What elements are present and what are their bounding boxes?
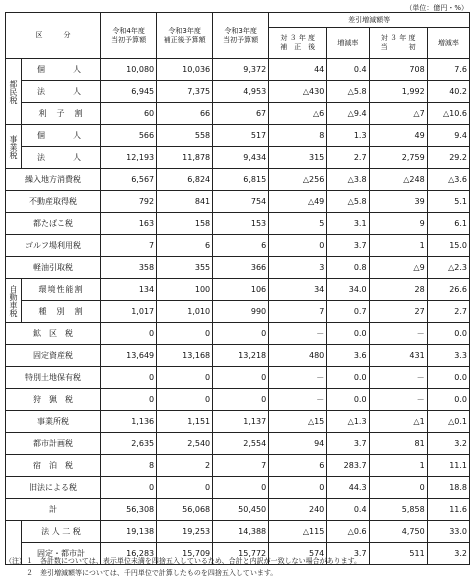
row-label: 都市計画税 xyxy=(6,433,101,455)
cell-diff-initial: 1 xyxy=(369,455,427,477)
header-r3-initial xyxy=(213,13,269,59)
cell-r3-initial: 7 xyxy=(213,455,269,477)
cell-diff-revised: 574 xyxy=(269,543,327,565)
header-r3-revised xyxy=(157,13,213,59)
cell-rate-initial: 0.0 xyxy=(427,367,469,389)
header-r4-initial xyxy=(101,13,157,59)
cell-diff-initial: － xyxy=(369,323,427,345)
cell-r3-initial: 0 xyxy=(213,389,269,411)
cell-diff-revised: △6 xyxy=(269,103,327,125)
cell-r3-initial: 153 xyxy=(213,213,269,235)
cell-diff-initial: 49 xyxy=(369,125,427,147)
footnote-2: ２ 差引増減額等については、千円単位で計算したものを四捨五入しています。 xyxy=(5,569,278,577)
cell-diff-initial: △1 xyxy=(369,411,427,433)
table-row xyxy=(6,389,470,411)
cell-diff-revised: 480 xyxy=(269,345,327,367)
cell-r3-initial: 9,434 xyxy=(213,147,269,169)
table-row xyxy=(6,477,470,499)
cell-diff-initial: 81 xyxy=(369,433,427,455)
cell-diff-revised: △15 xyxy=(269,411,327,433)
cell-rate-revised: △0.6 xyxy=(327,521,369,543)
cell-rate-initial: △0.1 xyxy=(427,411,469,433)
cell-diff-revised: － xyxy=(269,323,327,345)
cell-r3-revised: 2,540 xyxy=(157,433,213,455)
cell-rate-revised: 3.7 xyxy=(327,235,369,257)
unit-label: （単位：億円・%） xyxy=(405,4,468,12)
cell-r4-initial: 0 xyxy=(101,477,157,499)
cell-r3-revised: 0 xyxy=(157,389,213,411)
cell-r3-initial: 517 xyxy=(213,125,269,147)
cell-rate-revised: 0.4 xyxy=(327,499,369,521)
cell-rate-revised: 0.4 xyxy=(327,59,369,81)
row-label: 繰入地方消費税 xyxy=(6,169,101,191)
cell-rate-revised: 3.7 xyxy=(327,433,369,455)
table-row xyxy=(6,125,470,147)
tax-revenue-table xyxy=(5,12,470,565)
cell-r4-initial: 60 xyxy=(101,103,157,125)
header-r3-revised-text: 令和3年度 補正後予算額 xyxy=(163,26,206,44)
table-row xyxy=(6,81,470,103)
cell-rate-revised: 0.0 xyxy=(327,367,369,389)
row-label: 軽油引取税 xyxy=(6,257,101,279)
cell-rate-initial: 18.8 xyxy=(427,477,469,499)
cell-r4-initial: 13,649 xyxy=(101,345,157,367)
cell-rate-initial: 11.6 xyxy=(427,499,469,521)
row-label: 固定・都市計 xyxy=(21,543,100,565)
cell-diff-revised: 44 xyxy=(269,59,327,81)
cell-rate-revised: 0.0 xyxy=(327,389,369,411)
cell-r3-initial: 9,372 xyxy=(213,59,269,81)
cell-r4-initial: 8 xyxy=(101,455,157,477)
group-label-jigyouzei: 事業税 xyxy=(6,125,22,169)
cell-r3-initial: 366 xyxy=(213,257,269,279)
table-row xyxy=(6,301,470,323)
footnote-1: （注）１ 各計数については、表示単位未満を四捨五入しているため、合計と内訳が一致しない場合があります。 xyxy=(5,557,362,565)
cell-r3-initial: 6 xyxy=(213,235,269,257)
row-label: 法 人 xyxy=(21,147,100,169)
cell-diff-initial: 5,858 xyxy=(369,499,427,521)
row-label: 法 人 xyxy=(21,81,100,103)
cell-diff-initial: 9 xyxy=(369,213,427,235)
cell-r4-initial: 16,283 xyxy=(101,543,157,565)
cell-r4-initial: 0 xyxy=(101,367,157,389)
cell-diff-initial: △248 xyxy=(369,169,427,191)
cell-r3-revised: 2 xyxy=(157,455,213,477)
table-row xyxy=(6,433,470,455)
cell-r4-initial: 0 xyxy=(101,389,157,411)
row-label: 不動産取得税 xyxy=(6,191,101,213)
cell-rate-initial: 2.7 xyxy=(427,301,469,323)
row-label: 旧法による税 xyxy=(6,477,101,499)
cell-diff-revised: 8 xyxy=(269,125,327,147)
cell-diff-initial: 39 xyxy=(369,191,427,213)
row-label: 環境性能割 xyxy=(21,279,100,301)
row-label: ゴルフ場利用税 xyxy=(6,235,101,257)
table-row xyxy=(6,191,470,213)
table-row xyxy=(6,235,470,257)
table-row xyxy=(6,411,470,433)
cell-rate-initial: 40.2 xyxy=(427,81,469,103)
cell-diff-initial: － xyxy=(369,389,427,411)
cell-r3-revised: 0 xyxy=(157,477,213,499)
cell-r3-revised: 0 xyxy=(157,323,213,345)
header-rate-1: 増減率 xyxy=(327,28,369,59)
header-vs-r3-revised xyxy=(269,28,327,59)
cell-diff-initial: 1 xyxy=(369,235,427,257)
cell-r3-revised: 355 xyxy=(157,257,213,279)
cell-r3-initial: 106 xyxy=(213,279,269,301)
cell-rate-initial: 11.1 xyxy=(427,455,469,477)
row-label: 特別土地保有税 xyxy=(6,367,101,389)
cell-rate-initial: 29.2 xyxy=(427,147,469,169)
cell-diff-initial: △9 xyxy=(369,257,427,279)
cell-r3-revised: 56,068 xyxy=(157,499,213,521)
header-r3-initial-text: 令和3年度 当初予算額 xyxy=(223,26,259,44)
cell-diff-initial: － xyxy=(369,367,427,389)
row-label: 固定資産税 xyxy=(6,345,101,367)
row-label: 計 xyxy=(6,499,101,521)
cell-diff-initial: 1,992 xyxy=(369,81,427,103)
table-row xyxy=(6,521,470,543)
row-label: 事業所税 xyxy=(6,411,101,433)
cell-r4-initial: 56,308 xyxy=(101,499,157,521)
cell-r3-revised: 100 xyxy=(157,279,213,301)
cell-r3-revised: 13,168 xyxy=(157,345,213,367)
cell-diff-revised: － xyxy=(269,389,327,411)
cell-diff-revised: 94 xyxy=(269,433,327,455)
cell-r3-initial: 50,450 xyxy=(213,499,269,521)
cell-diff-revised: 7 xyxy=(269,301,327,323)
cell-r4-initial: 6,567 xyxy=(101,169,157,191)
cell-rate-initial: 9.4 xyxy=(427,125,469,147)
cell-r4-initial: 2,635 xyxy=(101,433,157,455)
cell-rate-initial: △10.6 xyxy=(427,103,469,125)
table-row xyxy=(6,59,470,81)
cell-rate-revised: 3.6 xyxy=(327,345,369,367)
cell-diff-revised: 3 xyxy=(269,257,327,279)
header-kubun: 区 分 xyxy=(6,13,101,59)
cell-rate-revised: 0.0 xyxy=(327,323,369,345)
cell-r3-initial: 14,388 xyxy=(213,521,269,543)
cell-diff-revised: △256 xyxy=(269,169,327,191)
header-vs-r3-initial-text: 対 ３ 年 度 当 初 xyxy=(380,34,416,51)
cell-diff-revised: 315 xyxy=(269,147,327,169)
cell-rate-initial: 0.0 xyxy=(427,389,469,411)
cell-r3-revised: 15,709 xyxy=(157,543,213,565)
cell-rate-initial: 15.0 xyxy=(427,235,469,257)
table-row xyxy=(6,103,470,125)
cell-diff-revised: △115 xyxy=(269,521,327,543)
table-row xyxy=(6,455,470,477)
cell-r4-initial: 6,945 xyxy=(101,81,157,103)
row-label: 個 人 xyxy=(21,125,100,147)
cell-rate-initial: 7.6 xyxy=(427,59,469,81)
cell-diff-initial: △7 xyxy=(369,103,427,125)
table-row xyxy=(6,257,470,279)
cell-diff-revised: △49 xyxy=(269,191,327,213)
header-diff-group: 差引増減額等 xyxy=(269,13,470,28)
cell-diff-initial: 27 xyxy=(369,301,427,323)
total-row xyxy=(6,499,470,521)
cell-rate-revised: 2.7 xyxy=(327,147,369,169)
cell-rate-revised: 283.7 xyxy=(327,455,369,477)
cell-r3-revised: 6,824 xyxy=(157,169,213,191)
cell-r3-initial: 754 xyxy=(213,191,269,213)
cell-diff-initial: 708 xyxy=(369,59,427,81)
cell-r3-revised: 7,375 xyxy=(157,81,213,103)
cell-rate-revised: 1.3 xyxy=(327,125,369,147)
cell-rate-initial: 26.6 xyxy=(427,279,469,301)
cell-r3-initial: 6,815 xyxy=(213,169,269,191)
cell-diff-revised: 34 xyxy=(269,279,327,301)
row-label: 宿 泊 税 xyxy=(6,455,101,477)
cell-r4-initial: 1,017 xyxy=(101,301,157,323)
cell-rate-initial: 3.2 xyxy=(427,543,469,565)
cell-r3-initial: 990 xyxy=(213,301,269,323)
cell-r4-initial: 1,136 xyxy=(101,411,157,433)
cell-rate-revised: 3.1 xyxy=(327,213,369,235)
row-label: 鉱 区 税 xyxy=(6,323,101,345)
cell-r4-initial: 10,080 xyxy=(101,59,157,81)
cell-rate-revised: 44.3 xyxy=(327,477,369,499)
cell-r4-initial: 163 xyxy=(101,213,157,235)
cell-diff-revised: 0 xyxy=(269,235,327,257)
cell-rate-revised: △5.8 xyxy=(327,191,369,213)
cell-r3-revised: 6 xyxy=(157,235,213,257)
cell-r4-initial: 358 xyxy=(101,257,157,279)
cell-diff-revised: 240 xyxy=(269,499,327,521)
cell-rate-revised: 0.8 xyxy=(327,257,369,279)
row-label: 個 人 xyxy=(21,59,100,81)
cell-r3-revised: 1,010 xyxy=(157,301,213,323)
cell-r3-initial: 0 xyxy=(213,323,269,345)
cell-diff-initial: 431 xyxy=(369,345,427,367)
cell-r4-initial: 19,138 xyxy=(101,521,157,543)
table-row xyxy=(6,279,470,301)
cell-rate-initial: 33.0 xyxy=(427,521,469,543)
cell-r3-initial: 13,218 xyxy=(213,345,269,367)
cell-r3-initial: 0 xyxy=(213,477,269,499)
cell-r3-revised: 558 xyxy=(157,125,213,147)
cell-rate-revised: △9.4 xyxy=(327,103,369,125)
cell-r4-initial: 0 xyxy=(101,323,157,345)
table-row xyxy=(6,367,470,389)
cell-diff-initial: 28 xyxy=(369,279,427,301)
cell-r3-revised: 11,878 xyxy=(157,147,213,169)
cell-r4-initial: 792 xyxy=(101,191,157,213)
cell-rate-revised: △5.8 xyxy=(327,81,369,103)
cell-rate-initial: 5.1 xyxy=(427,191,469,213)
table-row xyxy=(6,345,470,367)
row-label: 利 子 割 xyxy=(21,103,100,125)
cell-diff-initial: 0 xyxy=(369,477,427,499)
header-r4-initial-text: 令和4年度 当初予算額 xyxy=(111,26,147,44)
table-row xyxy=(6,169,470,191)
row-label: 狩 猟 税 xyxy=(6,389,101,411)
cell-diff-revised: 5 xyxy=(269,213,327,235)
cell-rate-initial: △3.6 xyxy=(427,169,469,191)
cell-r3-initial: 4,953 xyxy=(213,81,269,103)
cell-r4-initial: 12,193 xyxy=(101,147,157,169)
cell-r3-revised: 66 xyxy=(157,103,213,125)
cell-rate-initial: 3.2 xyxy=(427,433,469,455)
cell-rate-revised: △3.8 xyxy=(327,169,369,191)
cell-diff-initial: 4,750 xyxy=(369,521,427,543)
row-label: 種 別 割 xyxy=(21,301,100,323)
cell-rate-revised: △1.3 xyxy=(327,411,369,433)
cell-rate-initial: 3.3 xyxy=(427,345,469,367)
footnotes xyxy=(5,555,470,579)
cell-diff-revised: 0 xyxy=(269,477,327,499)
cell-rate-revised: 0.7 xyxy=(327,301,369,323)
cell-diff-initial: 511 xyxy=(369,543,427,565)
cell-r3-initial: 1,137 xyxy=(213,411,269,433)
cell-r3-initial: 15,772 xyxy=(213,543,269,565)
cell-diff-revised: 6 xyxy=(269,455,327,477)
cell-r3-revised: 0 xyxy=(157,367,213,389)
cell-r3-revised: 158 xyxy=(157,213,213,235)
row-label: 法 人 二 税 xyxy=(21,521,100,543)
cell-r3-initial: 67 xyxy=(213,103,269,125)
cell-r4-initial: 566 xyxy=(101,125,157,147)
table-row xyxy=(6,323,470,345)
cell-r3-initial: 2,554 xyxy=(213,433,269,455)
cell-r3-revised: 1,151 xyxy=(157,411,213,433)
group-label-kenminzei: 都民税 xyxy=(6,59,22,125)
cell-diff-revised: △430 xyxy=(269,81,327,103)
cell-r3-revised: 841 xyxy=(157,191,213,213)
cell-r4-initial: 134 xyxy=(101,279,157,301)
header-vs-r3-revised-text: 対 ３ 年 度 補 正 後 xyxy=(280,34,316,51)
cell-diff-initial: 2,759 xyxy=(369,147,427,169)
cell-rate-initial: △2.3 xyxy=(427,257,469,279)
cell-r3-revised: 19,253 xyxy=(157,521,213,543)
header-vs-r3-initial xyxy=(369,28,427,59)
row-label: 都たばこ税 xyxy=(6,213,101,235)
group-label-jidousha: 自動車税 xyxy=(6,279,22,323)
cell-r4-initial: 7 xyxy=(101,235,157,257)
cell-diff-revised: － xyxy=(269,367,327,389)
cell-rate-revised: 34.0 xyxy=(327,279,369,301)
table-row xyxy=(6,147,470,169)
table-row xyxy=(6,213,470,235)
cell-rate-initial: 0.0 xyxy=(427,323,469,345)
cell-rate-initial: 6.1 xyxy=(427,213,469,235)
cell-r3-revised: 10,036 xyxy=(157,59,213,81)
cell-rate-revised: 3.7 xyxy=(327,543,369,565)
header-rate-2: 増減率 xyxy=(427,28,469,59)
cell-r3-initial: 0 xyxy=(213,367,269,389)
